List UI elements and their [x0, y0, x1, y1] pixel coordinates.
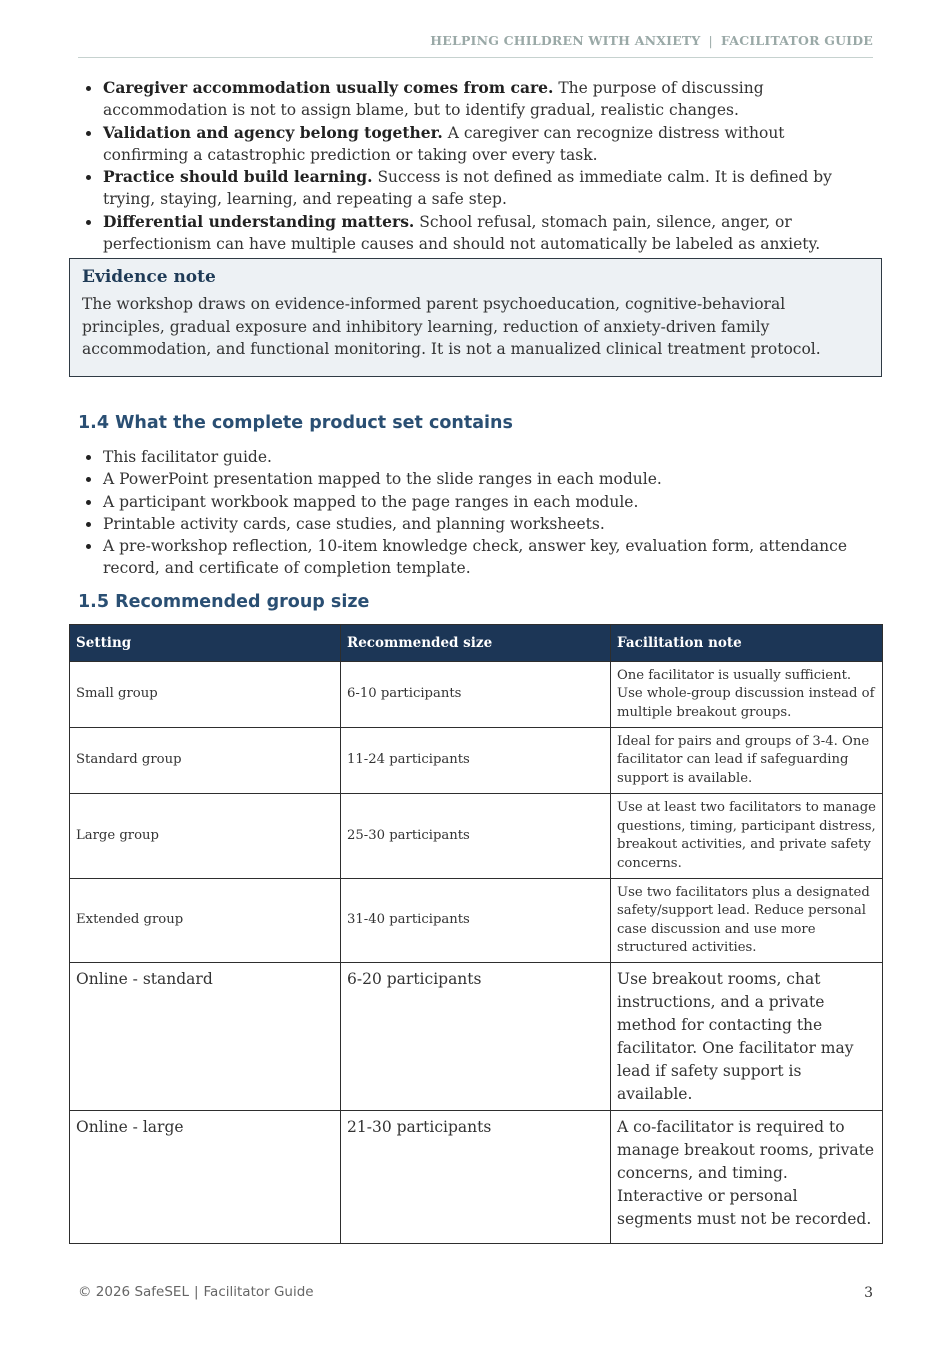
principle-bold: Caregiver accommodation usually comes from care.	[103, 78, 554, 97]
evidence-note-title: Evidence note	[82, 267, 216, 287]
table-cell: Use at least two facilitators to manage questions, timing, participant distress, breakout activities, and private safety concerns.	[611, 794, 883, 879]
list-item: A pre-workshop reflection, 10-item knowledge check, answer key, evaluation form, attendance record, and certificate of completion template.	[78, 535, 873, 580]
running-header	[78, 33, 873, 58]
table-cell: Standard group	[70, 728, 341, 794]
table-cell: Online - standard	[70, 963, 341, 1111]
table-row	[70, 963, 883, 1111]
footer-separator: |	[193, 1284, 199, 1300]
principle-text: Success is not defined as immediate calm. It is defined by trying, staying, learning, and repeating a safe step.	[103, 168, 832, 209]
table-cell: 6-20 participants	[341, 963, 611, 1111]
table-cell: 6-10 participants	[341, 662, 611, 728]
evidence-note-box	[69, 258, 882, 377]
section-heading-product-set: 1.4 What the complete product set contains	[78, 413, 513, 433]
table-header-row	[70, 625, 883, 662]
table-cell: 11-24 participants	[341, 728, 611, 794]
header-title: HELPING CHILDREN WITH ANXIETY	[430, 33, 701, 48]
footer	[78, 1284, 314, 1300]
table-row	[70, 1111, 883, 1244]
table-row	[70, 879, 883, 963]
column-header-size: Recommended size	[341, 625, 611, 662]
list-item: This facilitator guide.	[78, 446, 873, 468]
principle-bold: Differential understanding matters.	[103, 211, 415, 231]
list-item: Printable activity cards, case studies, and planning worksheets.	[78, 513, 873, 535]
principle-text: School refusal, stomach pain, silence, anger, or perfectionism can have multiple causes and should not automatically be labeled as anxiety.	[103, 212, 821, 254]
table-row	[70, 728, 883, 794]
column-header-note: Facilitation note	[611, 625, 883, 662]
table-cell: Large group	[70, 794, 341, 879]
table-cell: Extended group	[70, 879, 341, 963]
table-row	[70, 662, 883, 728]
footer-label: Facilitator Guide	[203, 1284, 314, 1300]
list-item	[78, 122, 873, 167]
table-row	[70, 794, 883, 879]
header-subtitle: FACILITATOR GUIDE	[720, 33, 873, 48]
footer-copyright: © 2026 SafeSEL	[78, 1284, 189, 1300]
section-heading-group-size: 1.5 Recommended group size	[78, 592, 370, 612]
table-cell: 25-30 participants	[341, 794, 611, 879]
group-size-table	[69, 624, 883, 1244]
list-item	[78, 77, 873, 122]
table-cell: One facilitator is usually sufficient. Use whole-group discussion instead of multiple breakout groups.	[611, 662, 883, 728]
header-separator: |	[708, 33, 713, 48]
table-cell: Use breakout rooms, chat instructions, and a private method for contacting the facilitator. One facilitator may lead if safety support is available.	[611, 963, 883, 1111]
principles-list	[78, 77, 873, 255]
table-cell: Small group	[70, 662, 341, 728]
page-number: 3	[864, 1285, 873, 1301]
principle-text: The purpose of discussing accommodation is not to assign blame, but to identify gradual, realistic changes.	[103, 79, 764, 120]
table-cell: Use two facilitators plus a designated safety/support lead. Reduce personal case discussion and use more structured activities.	[611, 879, 883, 963]
table-cell: Ideal for pairs and groups of 3-4. One facilitator can lead if safeguarding support is available.	[611, 728, 883, 794]
product-set-list	[78, 446, 873, 580]
list-item	[78, 211, 873, 256]
table-cell: 21-30 participants	[341, 1111, 611, 1244]
principle-bold: Validation and agency belong together.	[103, 122, 443, 142]
list-item: A participant workbook mapped to the page ranges in each module.	[78, 491, 873, 513]
principle-bold: Practice should build learning.	[103, 167, 373, 187]
table-cell: A co-facilitator is required to manage breakout rooms, private concerns, and timing. Interactive or personal segments must not be recorded.	[611, 1111, 883, 1244]
column-header-setting: Setting	[70, 625, 341, 662]
list-item	[78, 166, 873, 211]
principle-text: A caregiver can recognize distress without confirming a catastrophic prediction or taking over every task.	[103, 123, 785, 164]
table-cell: 31-40 participants	[341, 879, 611, 963]
list-item: A PowerPoint presentation mapped to the slide ranges in each module.	[78, 468, 873, 490]
evidence-note-body: The workshop draws on evidence-informed parent psychoeducation, cognitive-behavioral principles, gradual exposure and inhibitory learning, reduction of anxiety-driven family accommodation, and functional monitoring. It is not a manualized clinical treatment protocol.	[82, 295, 821, 358]
table-cell: Online - large	[70, 1111, 341, 1244]
